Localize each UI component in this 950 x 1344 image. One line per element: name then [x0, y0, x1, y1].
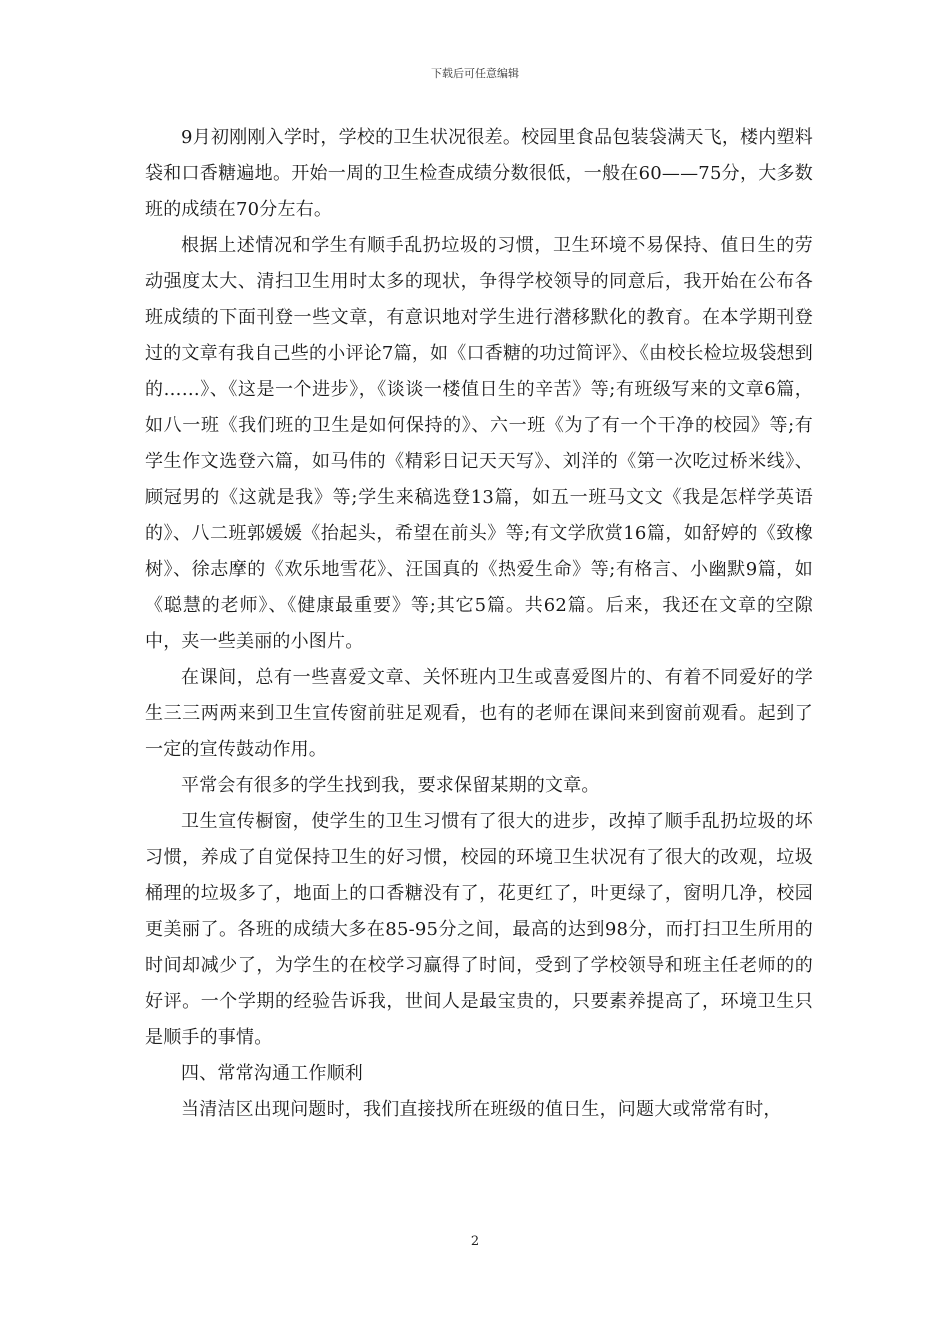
document-body	[145, 120, 813, 1128]
section-heading-communication: 四、常常沟通工作顺利	[181, 1063, 363, 1084]
paragraph-students-viewing: 在课间，总有一些喜爱文章、关怀班内卫生或喜爱图片的、有着不同爱好的学生三三两两来到卫生宣传窗前驻足观看，也有的老师在课间来到窗前观看。起到了一定的宣传鼓动作用。	[145, 667, 813, 760]
paragraph-articles-published: 根据上述情况和学生有顺手乱扔垃圾的习惯，卫生环境不易保持、值日生的劳动强度太大、清扫卫生用时太多的现状，争得学校领导的同意后，我开始在公布各班成绩的下面刊登一些文章，有意识地对学生进行潜移默化的教育。在本学期刊登过的文章有我自己些的小评论7篇，如《口香糖的功过简评》、《由校长检垃圾袋想到的……》、《这是一个进步》，《谈谈一楼值日生的辛苦》等;有班级写来的文章6篇，如八一班《我们班的卫生是如何保持的》、六一班《为了有一个干净的校园》等;有学生作文选登六篇，如马伟的《精彩日记天天写》、刘洋的《第一次吃过桥米线》、顾冠男的《这就是我》等;学生来稿选登13篇，如五一班马文文《我是怎样学英语的》、八二班郭媛媛《抬起头，希望在前头》等;有文学欣赏16篇，如舒婷的《致橡树》、徐志摩的《欢乐地雪花》、汪国真的《热爱生命》等;有格言、小幽默9篇，如《聪慧的老师》、《健康最重要》等;其它5篇。共62篇。后来，我还在文章的空隙中，夹一些美丽的小图片。	[145, 235, 813, 652]
paragraph-students-request: 平常会有很多的学生找到我，要求保留某期的文章。	[181, 775, 600, 796]
paragraph-results: 卫生宣传橱窗，使学生的卫生习惯有了很大的进步，改掉了顺手乱扔垃圾的坏习惯，养成了自觉保持卫生的好习惯，校园的环境卫生状况有了很大的改观，垃圾桶理的垃圾多了，地面上的口香糖没有了，花更红了，叶更绿了，窗明几净，校园更美丽了。各班的成绩大多在85-95分之间，最高的达到98分，而打扫卫生所用的时间却减少了，为学生的在校学习赢得了时间，受到了学校领导和班主任老师的的好评。一个学期的经验告诉我，世间人是最宝贵的，只要素养提高了，环境卫生只是顺手的事情。	[145, 811, 813, 1048]
paragraph-cleaning-area: 当清洁区出现问题时，我们直接找所在班级的值日生，问题大或常常有时，	[181, 1099, 782, 1120]
page-number: 2	[470, 1234, 480, 1249]
page-header: 下载后可任意编辑	[431, 67, 519, 80]
paragraph-school-hygiene-initial: 9月初刚刚入学时，学校的卫生状况很差。校园里食品包装袋满天飞，楼内塑料袋和口香糖遍地。开始一周的卫生检查成绩分数很低，一般在60——75分，大多数班的成绩在70分左右。	[145, 127, 813, 220]
